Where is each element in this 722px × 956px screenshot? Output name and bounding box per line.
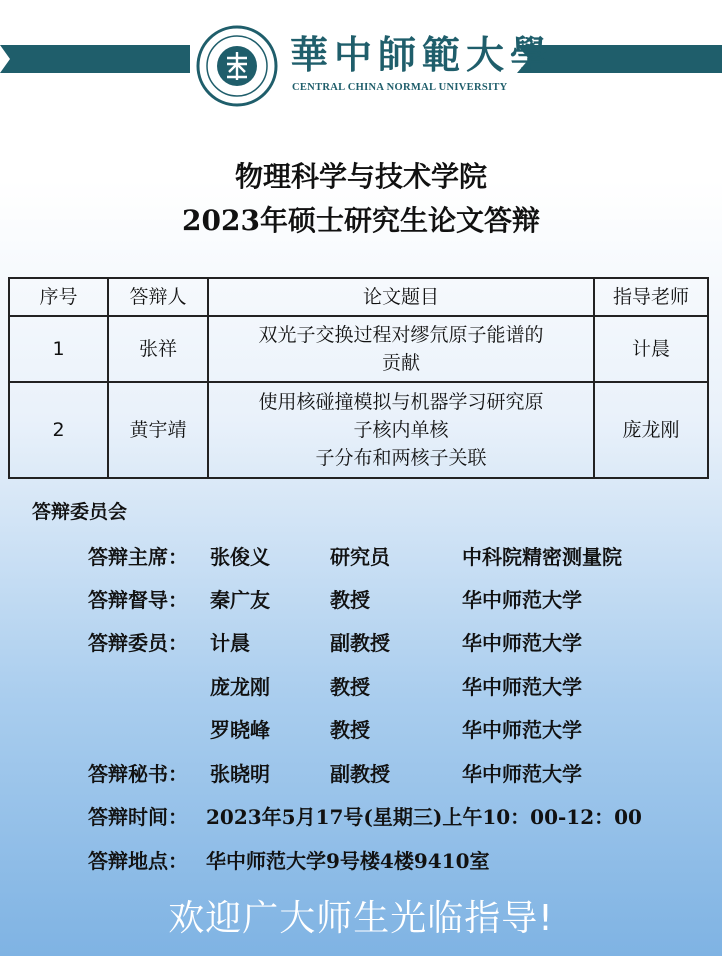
member-title: 研究员: [330, 545, 390, 569]
topic-line: 子分布和两核子关联: [315, 447, 487, 469]
topic-line: 子核内单核: [353, 419, 449, 441]
header-advisor: 指导老师: [594, 278, 708, 316]
member-name: 张俊义: [210, 545, 270, 569]
cell-student: 黄宇靖: [108, 382, 208, 478]
member-title: 教授: [330, 675, 370, 699]
member-org: 华中师范大学: [462, 718, 582, 742]
page-title-school: 物理科学与技术学院: [234, 160, 487, 193]
committee-heading: 答辩委员会: [32, 501, 128, 523]
member-role: 答辩督导：: [88, 588, 188, 612]
topic-line: 使用核碰撞模拟与机器学习研究原: [258, 391, 544, 413]
member-role: 答辩委员：: [88, 631, 188, 655]
member-role: 答辩秘书：: [88, 762, 188, 786]
welcome-banner: 欢迎广大师生光临指导!: [168, 898, 554, 939]
thesis-table: [8, 277, 709, 479]
member-org: 华中师范大学: [462, 762, 582, 786]
header-topic: 论文题目: [208, 278, 594, 316]
page-title-event: 2023年硕士研究生论文答辩: [182, 204, 540, 237]
member-title: 副教授: [330, 631, 390, 655]
university-seal-icon: [196, 25, 278, 107]
cell-advisor: 庞龙刚: [594, 382, 708, 478]
time-value: 2023年5月17号(星期三)上午10：00-12：00: [206, 805, 642, 829]
member-title: 教授: [330, 588, 370, 612]
time-label: 答辩时间：: [88, 805, 188, 829]
place-value: 华中师范大学9号楼4楼9410室: [206, 849, 490, 873]
member-name: 秦广友: [210, 588, 270, 612]
university-name-en: CENTRAL CHINA NORMAL UNIVERSITY: [292, 82, 508, 93]
topic-line: 双光子交换过程对缪氘原子能谱的: [258, 324, 544, 346]
cell-topic: [208, 316, 594, 382]
table-row: [9, 316, 708, 382]
table-header-row: [9, 278, 708, 316]
member-title: 教授: [330, 718, 370, 742]
member-name: 计晨: [210, 631, 250, 655]
member-org: 华中师范大学: [462, 631, 582, 655]
member-org: 华中师范大学: [462, 588, 582, 612]
cell-topic: [208, 382, 594, 478]
member-org: 华中师范大学: [462, 675, 582, 699]
member-role: 答辩主席：: [88, 545, 188, 569]
place-label: 答辩地点：: [88, 849, 188, 873]
member-org: 中科院精密测量院: [462, 545, 622, 569]
university-name-cn: 華中師範大學: [290, 32, 555, 77]
header-band-left: [0, 45, 190, 73]
topic-line: 贡献: [381, 352, 420, 374]
table-row: [9, 382, 708, 478]
cell-no: 2: [9, 382, 108, 478]
header-student: 答辩人: [108, 278, 208, 316]
cell-no: 1: [9, 316, 108, 382]
cell-student: 张祥: [108, 316, 208, 382]
member-name: 张晓明: [210, 762, 270, 786]
cell-advisor: 计晨: [594, 316, 708, 382]
member-name: 庞龙刚: [210, 675, 270, 699]
member-name: 罗晓峰: [210, 718, 270, 742]
header-no: 序号: [9, 278, 108, 316]
member-title: 副教授: [330, 762, 390, 786]
